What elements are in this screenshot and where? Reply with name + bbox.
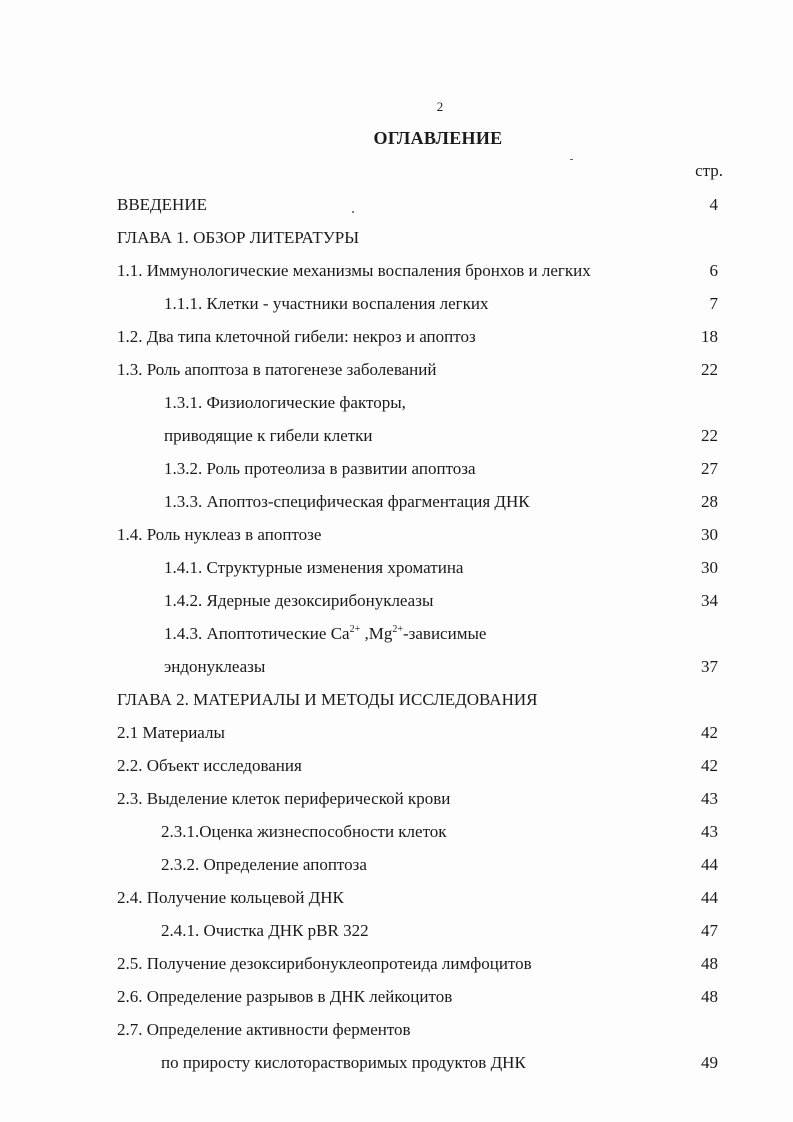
toc-entry-title: 1.4. Роль нуклеаз в апоптозе bbox=[117, 525, 322, 544]
toc-entry-title: приводящие к гибели клетки bbox=[164, 426, 373, 445]
toc-entry-page: 30 bbox=[701, 525, 718, 544]
toc-entry-page: 4 bbox=[709, 195, 718, 214]
toc-entry-title: 1.1. Иммунологические механизмы воспаления бронхов и легких bbox=[117, 261, 591, 280]
toc-entry-page: 7 bbox=[709, 294, 718, 313]
toc-entry-title-part: ,Mg bbox=[360, 624, 393, 643]
toc-entry-title: 2.3.2. Определение апоптоза bbox=[161, 855, 367, 874]
toc-entry-page: 22 bbox=[701, 426, 718, 445]
toc-entry-title: 1.4.2. Ядерные дезоксирибонуклеазы bbox=[164, 591, 434, 610]
toc-entry-page: 37 bbox=[701, 657, 718, 676]
toc-entry-page: 43 bbox=[701, 789, 718, 808]
toc-entry bbox=[0, 1046, 793, 1079]
toc-entry-page: 48 bbox=[701, 954, 718, 973]
toc-entry-title: 1.2. Два типа клеточной гибели: некроз и апоптоз bbox=[117, 327, 476, 346]
toc-entry-title: эндонуклеазы bbox=[164, 657, 266, 676]
toc-entry-title: 2.7. Определение активности ферментов bbox=[117, 1020, 411, 1039]
toc-entry bbox=[0, 353, 793, 386]
toc-entry bbox=[0, 287, 793, 320]
toc-entry-title: 2.4. Получение кольцевой ДНК bbox=[117, 888, 344, 907]
toc-entry-title: ГЛАВА 2. МАТЕРИАЛЫ И МЕТОДЫ ИССЛЕДОВАНИЯ bbox=[117, 690, 538, 709]
toc-entry-page: 42 bbox=[701, 756, 718, 775]
toc-entry-title-part: -зависимые bbox=[403, 624, 487, 643]
page-number: 2 bbox=[436, 99, 444, 114]
ion-charge: 2+ bbox=[349, 624, 361, 635]
toc-entry-page: 34 bbox=[701, 591, 718, 610]
toc-entry-page: 42 bbox=[701, 723, 718, 742]
toc-entry-page: 44 bbox=[701, 855, 718, 874]
toc-entry bbox=[0, 188, 793, 221]
toc-entry-title-part: 1.4.3. Апоптотические Ca bbox=[164, 624, 350, 643]
toc-entry-page: 47 bbox=[701, 921, 718, 940]
toc-entry bbox=[0, 419, 793, 452]
toc-entry-page: 6 bbox=[709, 261, 718, 280]
toc-entry bbox=[0, 485, 793, 518]
toc-entry bbox=[0, 320, 793, 353]
toc-entry bbox=[0, 650, 793, 683]
toc-entry-title: по приросту кислоторастворимых продуктов ДНК bbox=[161, 1053, 526, 1072]
toc-entry bbox=[0, 914, 793, 947]
toc-entry bbox=[0, 815, 793, 848]
scan-speck bbox=[570, 159, 573, 160]
toc-entry-page: 27 bbox=[701, 459, 718, 478]
toc-entry-title: ГЛАВА 1. ОБЗОР ЛИТЕРАТУРЫ bbox=[117, 228, 360, 247]
toc-entry-title: 2.2. Объект исследования bbox=[117, 756, 302, 775]
toc-entry bbox=[0, 749, 793, 782]
toc-entry-title: 2.5. Получение дезоксирибонуклеопротеида лимфоцитов bbox=[117, 954, 532, 973]
toc-entry-page: 30 bbox=[701, 558, 718, 577]
page-column-label: стр. bbox=[695, 161, 723, 180]
toc-title: ОГЛАВЛЕНИЕ bbox=[373, 128, 503, 148]
scan-speck bbox=[352, 211, 354, 213]
toc-entry bbox=[0, 716, 793, 749]
toc-entry-page: 44 bbox=[701, 888, 718, 907]
toc-entry bbox=[0, 221, 793, 254]
toc-entry-page: 43 bbox=[701, 822, 718, 841]
toc-entry-title: 1.3.1. Физиологические факторы, bbox=[164, 393, 406, 412]
toc-entry bbox=[0, 881, 793, 914]
toc-entry bbox=[0, 683, 793, 716]
toc-entry bbox=[0, 1013, 793, 1046]
toc-entry-page: 28 bbox=[701, 492, 718, 511]
toc-entry bbox=[0, 947, 793, 980]
toc-entry bbox=[0, 980, 793, 1013]
toc-entry bbox=[0, 386, 793, 419]
toc-entry bbox=[0, 551, 793, 584]
toc-entry bbox=[0, 254, 793, 287]
toc-entry bbox=[0, 518, 793, 551]
toc-entry-title: 1.3.2. Роль протеолиза в развитии апоптоза bbox=[164, 459, 476, 478]
toc-entry-page: 18 bbox=[701, 327, 718, 346]
toc-entry-title: 1.3.3. Апоптоз-специфическая фрагментация ДНК bbox=[164, 492, 530, 511]
toc-entry-page: 49 bbox=[701, 1053, 718, 1072]
toc-entry-title: 2.1 Материалы bbox=[117, 723, 225, 742]
toc-entry-title: 2.3.1.Оценка жизнеспособности клеток bbox=[161, 822, 447, 841]
toc-entry-title: ВВЕДЕНИЕ bbox=[117, 195, 207, 214]
toc-entry-title: 1.3. Роль апоптоза в патогенезе заболеваний bbox=[117, 360, 437, 379]
toc-entry bbox=[0, 848, 793, 881]
toc-entry-title: 1.4.1. Структурные изменения хроматина bbox=[164, 558, 464, 577]
toc-entry bbox=[0, 782, 793, 815]
toc-entry bbox=[0, 617, 793, 650]
toc-entry bbox=[0, 452, 793, 485]
toc-entry-title: 1.1.1. Клетки - участники воспаления легких bbox=[164, 294, 489, 313]
table-of-contents bbox=[0, 188, 793, 1079]
toc-entry bbox=[0, 584, 793, 617]
toc-entry-title: 2.4.1. Очистка ДНК pBR 322 bbox=[161, 921, 369, 940]
toc-entry-page: 48 bbox=[701, 987, 718, 1006]
toc-entry-title bbox=[164, 617, 486, 650]
toc-entry-page: 22 bbox=[701, 360, 718, 379]
ion-charge: 2+ bbox=[392, 624, 403, 635]
toc-entry-title: 2.6. Определение разрывов в ДНК лейкоцитов bbox=[117, 987, 453, 1006]
toc-entry-title: 2.3. Выделение клеток периферической крови bbox=[117, 789, 451, 808]
